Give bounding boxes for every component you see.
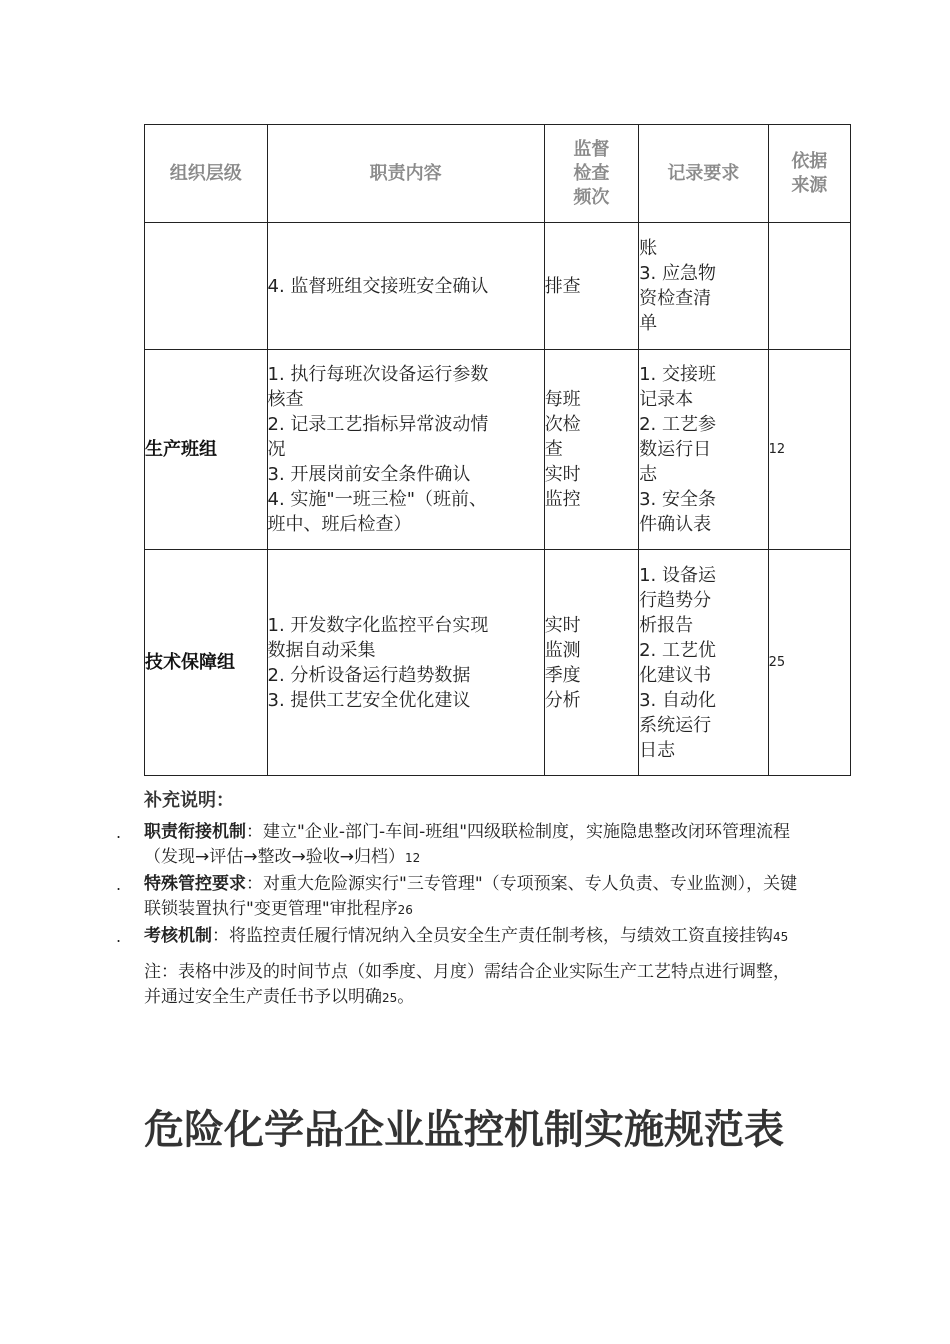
header-org-level: 组织层级 [145, 125, 268, 223]
header-records: 记录要求 [639, 125, 769, 223]
frequency-cell: 实时 监测 季度 分析 [544, 550, 638, 776]
org-level-cell [145, 223, 268, 350]
header-frequency: 监督 检查 频次 [544, 125, 638, 223]
frequency-cell: 每班 次检 查 实时 监控 [544, 350, 638, 550]
table-row [145, 550, 851, 776]
note-item: . 考核机制：将监控责任履行情况纳入全员安全生产责任制考核，与绩效工资直接挂钩45 [144, 924, 804, 950]
header-duties: 职责内容 [267, 125, 544, 223]
note-item: . 特殊管控要求：对重大危险源实行"三专管理"（专项预案、专人负责、专业监测），关键联锁装置执行"变更管理"审批程序26 [116, 874, 798, 919]
org-level-cell: 技术保障组 [145, 550, 268, 776]
note-item: . 职责衔接机制：建立"企业-部门-车间-班组"四级联检制度，实施隐患整改闭环管理流程（发现→评估→整改→验收→归档）12 [116, 822, 791, 867]
table-row [145, 350, 851, 550]
source-cell: 12 [768, 350, 850, 550]
bullet-dot-icon: . [116, 823, 122, 842]
records-cell: 1. 设备运 行趋势分 析报告 2. 工艺优 化建议书 3. 自动化 系统运行 日志 [639, 550, 769, 776]
header-source: 依据 来源 [768, 125, 850, 223]
table-row [145, 223, 851, 350]
duties-cell: 1. 开发数字化监控平台实现 数据自动采集 2. 分析设备运行趋势数据 3. 提供工艺安全优化建议 [267, 550, 544, 776]
source-cell: 25 [768, 550, 850, 776]
bullet-dot-icon: . [116, 927, 122, 946]
footnote: 注：表格中涉及的时间节点（如季度、月度）需结合企业实际生产工艺特点进行调整，并通过安全生产责任书予以明确25。 [144, 962, 790, 1007]
table-header-row [145, 125, 851, 223]
bullet-dot-icon: . [116, 875, 122, 894]
section-heading: 危险化学品企业监控机制实施规范表 [144, 1107, 784, 1153]
source-cell [768, 223, 850, 350]
org-level-cell: 生产班组 [145, 350, 268, 550]
duties-cell: 1. 执行每班次设备运行参数 核查 2. 记录工艺指标异常波动情 况 3. 开展岗前安全条件确认 4. 实施"一班三检"（班前、 班中、班后检查） [267, 350, 544, 550]
notes-title: 补充说明： [144, 790, 234, 811]
supplementary-notes [116, 786, 804, 1011]
records-cell: 1. 交接班 记录本 2. 工艺参 数运行日 志 3. 安全条 件确认表 [639, 350, 769, 550]
duties-cell: 4. 监督班组交接班安全确认 [267, 223, 544, 350]
responsibility-table [144, 124, 851, 776]
records-cell: 账 3. 应急物 资检查清 单 [639, 223, 769, 350]
frequency-cell: 排查 [544, 223, 638, 350]
